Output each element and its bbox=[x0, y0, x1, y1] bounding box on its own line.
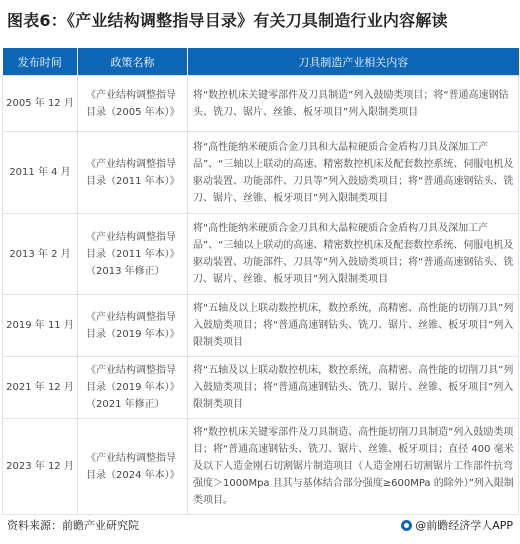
cell-content: 将“数控机床关键零部件及刀具制造”列入鼓励类项目；将“普通高速钢钻头、铣刀、锯片、丝锥、板牙项目”列入限制类项目 bbox=[188, 76, 519, 132]
cell-date: 2019 年 11 月 bbox=[3, 295, 78, 357]
cell-content: 将“高性能纳米硬质合金刀具和大晶粒硬质合金盾构刀具及深加工产品”、“三轴以上联动的高速、精密数控机床及配套数控系统、伺服电机及驱动装置、功能部件、刀具等”列入鼓励类项目；将“普通高速钢钻头、铣刀、锯片、丝锥、板牙项目”列入限制类项目 bbox=[188, 214, 519, 295]
cell-content: 将“五轴及以上联动数控机床，数控系统，高精密、高性能的切削刀具”列入鼓励类项目；将“普通高速钢钻头、铣刀、锯片、丝锥、板牙项目”列入限制类项目 bbox=[188, 295, 519, 357]
cell-content: 将“高性能纳米硬质合金刀具和大晶粒硬质合金盾构刀具及深加工产品”、“三轴以上联动的高速、精密数控机床及配套数控系统、伺服电机及驱动装置、功能部件、刀具等”列入鼓励类项目；将“普通高速钢钻头、铣刀、锯片、丝锥、板牙项目”列入限制类项目 bbox=[188, 132, 519, 214]
header-policy: 政策名称 bbox=[78, 48, 188, 76]
policy-table bbox=[2, 48, 519, 515]
brand-logo-icon bbox=[401, 520, 412, 531]
cell-date: 2011 年 4 月 bbox=[3, 132, 78, 214]
brand-credit bbox=[401, 517, 513, 533]
cell-date: 2023 年 12 月 bbox=[3, 419, 78, 515]
cell-policy: 《产业结构调整指导目录（2005 年本）》 bbox=[78, 76, 188, 132]
cell-policy: 《产业结构调整指导目录（2011 年本）》 bbox=[78, 132, 188, 214]
table-row bbox=[3, 76, 519, 132]
cell-policy: 《产业结构调整指导目录（2024 年本）》 bbox=[78, 419, 188, 515]
table-row bbox=[3, 419, 519, 515]
cell-content: 将“数控机床关键零部件及刀具制造、高性能切削刀具制造”列入鼓励类项目；将“普通高速钢钻头、铣刀、锯片、丝锥、板牙项目；直径 400 毫米及以下人造金刚石切割锯片制造项目（人造金刚石切割锯片工作部件抗弯强度＞1000Mpa 且其与基体结合部分强度≥600MPa 的除外）”列入限制类项目。 bbox=[188, 419, 519, 515]
table-row bbox=[3, 357, 519, 419]
cell-policy: 《产业结构调整指导目录（2019 年本）》（2021 年修正） bbox=[78, 357, 188, 419]
header-date: 发布时间 bbox=[3, 48, 78, 76]
table-header-row bbox=[3, 48, 519, 76]
cell-date: 2013 年 2 月 bbox=[3, 214, 78, 295]
table-row bbox=[3, 132, 519, 214]
page-title: 图表6：《产业结构调整指导目录》有关刀具制造行业内容解读 bbox=[7, 11, 448, 30]
brand-label: @前瞻经济学人APP bbox=[415, 519, 513, 532]
header-content: 刀具制造产业相关内容 bbox=[188, 48, 519, 76]
cell-policy: 《产业结构调整指导目录（2011 年本）》（2013 年修正） bbox=[78, 214, 188, 295]
table-row bbox=[3, 295, 519, 357]
cell-content: 将“五轴及以上联动数控机床，数控系统，高精密、高性能的切削刀具”列入鼓励类项目；将“普通高速钢钻头、铣刀、锯片、丝锥、板牙项目”列入限制类项目 bbox=[188, 357, 519, 419]
cell-date: 2021 年 12 月 bbox=[3, 357, 78, 419]
table-row bbox=[3, 214, 519, 295]
cell-policy: 《产业结构调整指导目录（2019 年本）》 bbox=[78, 295, 188, 357]
cell-date: 2005 年 12 月 bbox=[3, 76, 78, 132]
source-note: 资料来源：前瞻产业研究院 bbox=[7, 519, 139, 532]
footer bbox=[7, 517, 513, 533]
